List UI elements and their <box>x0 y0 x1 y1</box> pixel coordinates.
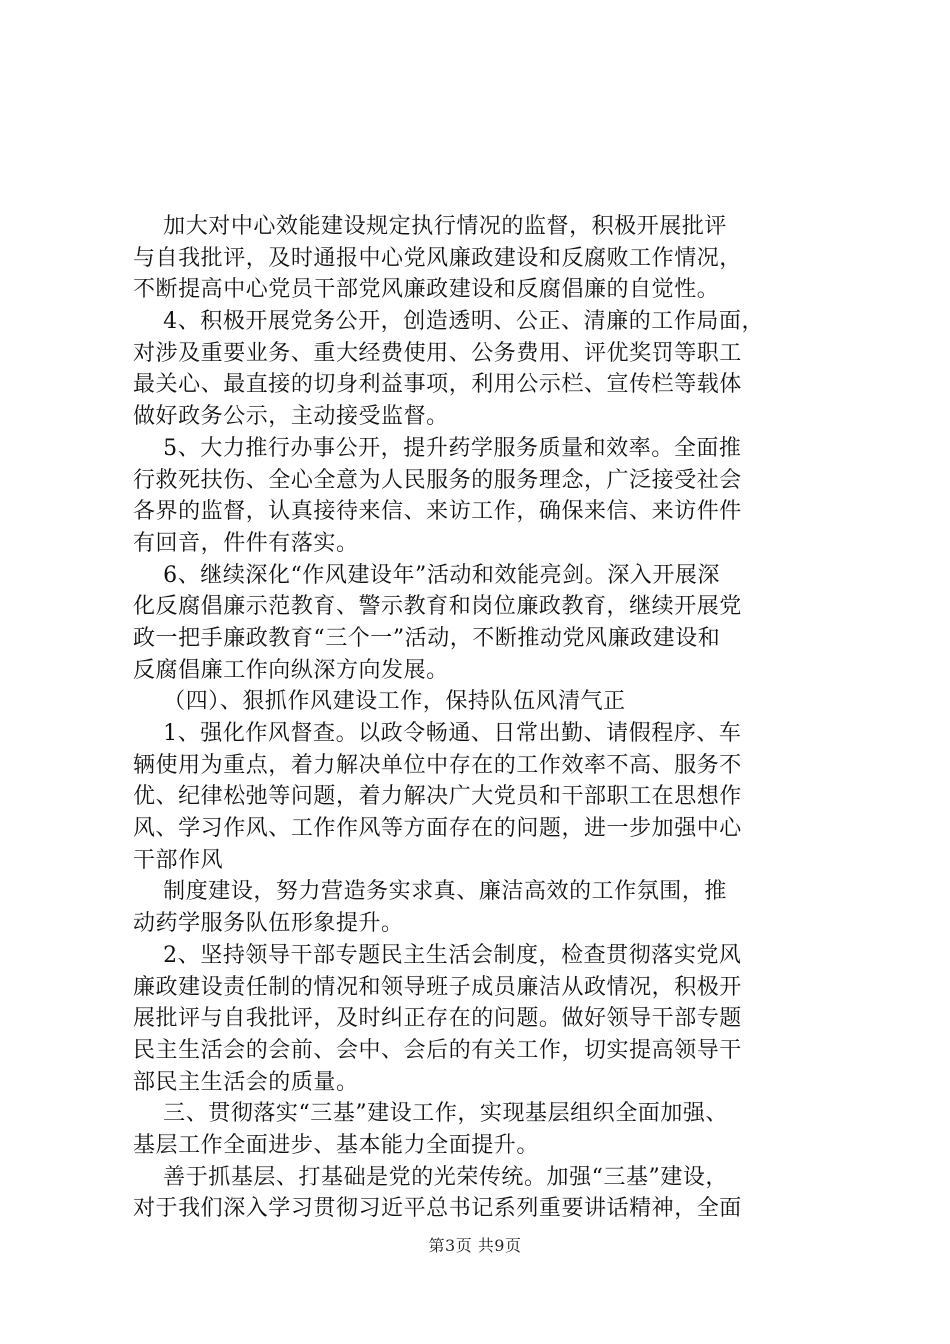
text-line: 辆使用为重点，着力解决单位中存在的工作效率不高、服务不 <box>133 752 742 778</box>
text-line: 做好政务公示，主动接受监督。 <box>133 404 449 430</box>
text-line: 善于抓基层、打基础是党的光荣传统。加强“三基”建设， <box>133 1164 728 1190</box>
text-line: 与自我批评，及时通报中心党风廉政建设和反腐败工作情况， <box>133 245 742 271</box>
text-line: 优、纪律松弛等问题，着力解决广大党员和干部职工在思想作 <box>133 784 742 810</box>
text-line: 4、积极开展党务公开，创造透明、公正、清廉的工作局面， <box>133 309 765 335</box>
text-line: 5、大力推行办事公开，提升药学服务质量和效率。全面推 <box>133 435 742 461</box>
text-line: 动药学服务队伍形象提升。 <box>133 911 404 937</box>
text-line: 政一把手廉政教育“三个一”活动，不断推动党风廉政建设和 <box>133 625 721 651</box>
document-body <box>133 211 853 1225</box>
text-line: 民主生活会的会前、会中、会后的有关工作，切实提高领导干 <box>133 1037 742 1063</box>
text-line: 1、强化作风督查。以政令畅通、日常出勤、请假程序、车 <box>133 721 742 746</box>
text-line: 风、学习作风、工作作风等方面存在的问题，进一步加强中心 <box>133 816 742 842</box>
text-line: 反腐倡廉工作向纵深方向发展。 <box>133 657 449 683</box>
text-line: 加大对中心效能建设规定执行情况的监督，积极开展批评 <box>133 214 727 239</box>
text-line: 干部作风 <box>133 847 224 873</box>
text-line: 2、坚持领导干部专题民主生活会制度，检查贯彻落实党风 <box>133 942 742 968</box>
text-line: 对涉及重要业务、重大经费使用、公务费用、评优奖罚等职工 <box>133 340 742 366</box>
text-line: 行救死扶伤、全心全意为人民服务的服务理念，广泛接受社会 <box>133 467 742 493</box>
text-line: 各界的监督，认真接待来信、来访工作，确保来信、来访件件 <box>133 499 742 525</box>
text-line: 6、继续深化“作风建设年”活动和效能亮剑。深入开展深 <box>133 562 720 588</box>
section-heading: （四）、狠抓作风建设工作，保持队伍风清气正 <box>133 689 626 715</box>
text-line: 最关心、最直接的切身利益事项，利用公示栏、宣传栏等载体 <box>133 372 742 398</box>
text-line: 制度建设，努力营造务实求真、廉洁高效的工作氛围，推 <box>133 879 727 905</box>
text-line: 部民主生活会的质量。 <box>133 1069 359 1095</box>
text-line: 对于我们深入学习贯彻习近平总书记系列重要讲话精神，全面 <box>133 1196 742 1222</box>
text-line: 有回音，件件有落实。 <box>133 530 359 556</box>
text-line: 展批评与自我批评，及时纠正存在的问题。做好领导干部专题 <box>133 1006 742 1032</box>
section-heading: 三、贯彻落实“三基”建设工作，实现基层组织全面加强、 <box>133 1101 728 1127</box>
text-line: 廉政建设责任制的情况和领导班子成员廉洁从政情况，积极开 <box>133 974 742 1000</box>
page-number-footer: 第3页 共9页 <box>428 1236 522 1255</box>
text-line: 化反腐倡廉示范教育、警示教育和岗位廉政教育，继续开展党 <box>133 594 742 620</box>
text-line: 基层工作全面进步、基本能力全面提升。 <box>133 1132 539 1158</box>
text-line: 不断提高中心党员干部党风廉政建设和反腐倡廉的自觉性。 <box>133 277 720 303</box>
